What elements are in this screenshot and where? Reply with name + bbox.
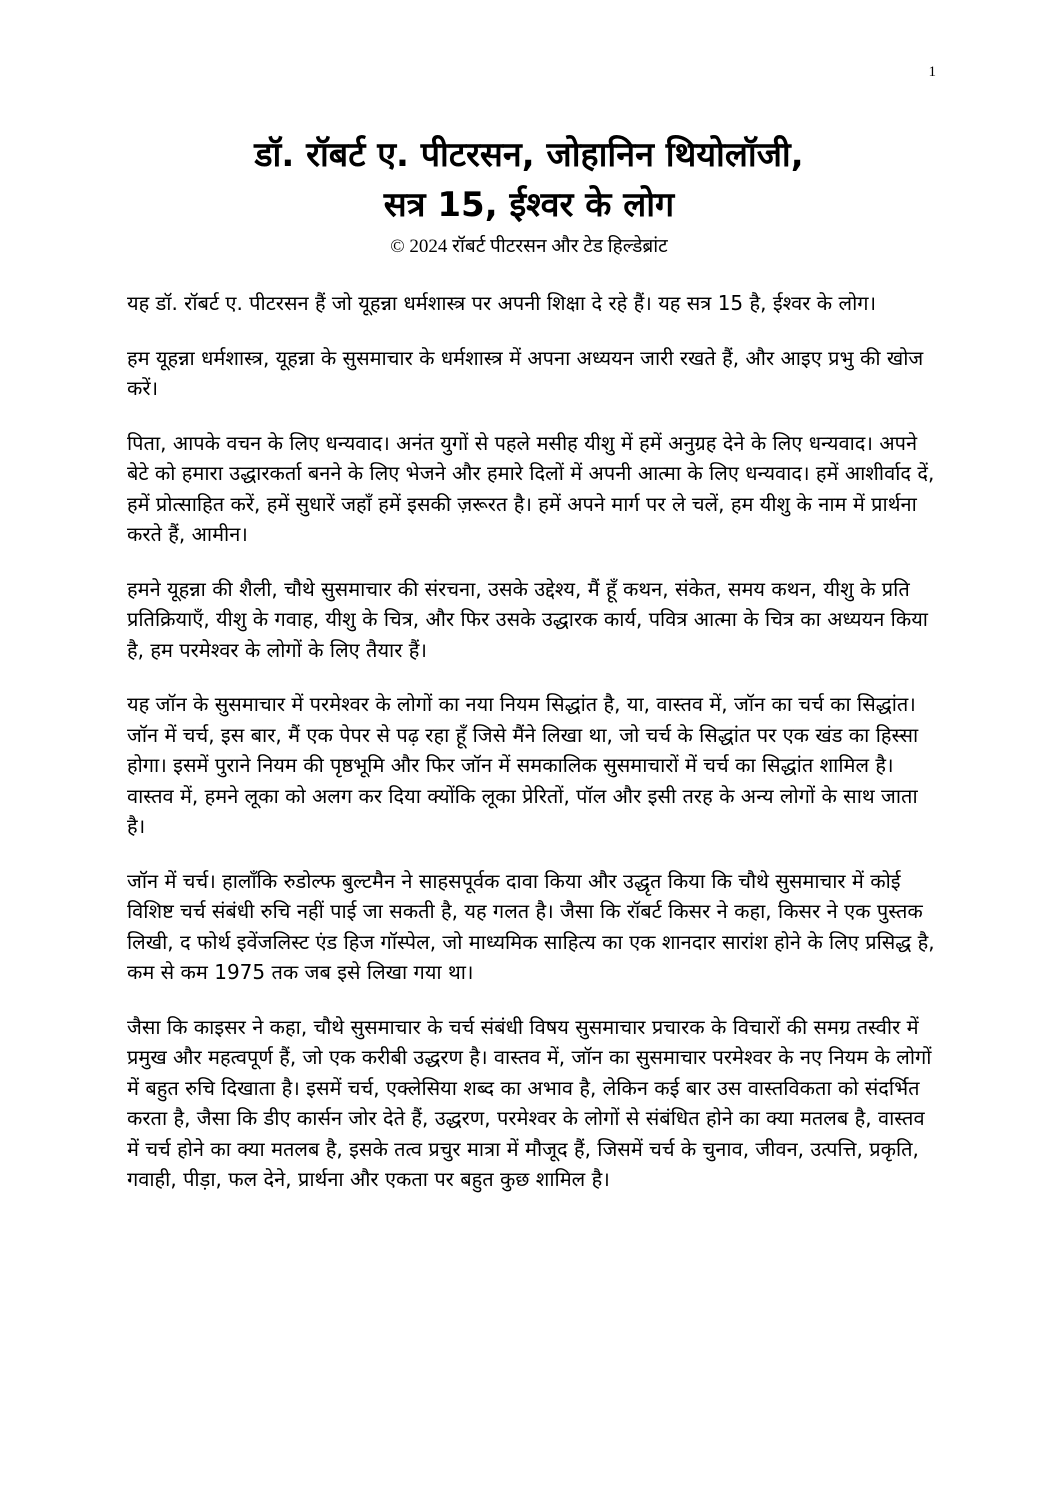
paragraph: जैसा कि काइसर ने कहा, चौथे सुसमाचार के चर्च संबंधी विषय सुसमाचार प्रचारक के विचारों की समग्र तस्वीर में प्रमुख और महत्वपूर्ण हैं, जो एक करीबी उद्धरण है। वास्तव में, जॉन का सुसमाचार परमेश्वर के नए नियम के लोगों में बहुत रुचि दिखाता है। इसमें चर्च, एक्लेसिया शब्द का अभाव है, लेकिन कई बार उस वास्तविकता को संदर्भित करता है, जैसा कि डीए कार्सन जोर देते हैं, उद्धरण, परमेश्वर के लोगों से संबंधित होने का क्या मतलब है, वास्तव में चर्च होने का क्या मतलब है, इसके तत्व प्रचुर मात्रा में मौजूद हैं, जिसमें चर्च के चुनाव, जीवन, उत्पत्ति, प्रकृति, गवाही, पीड़ा, फल देने, प्रार्थना और एकता पर बहुत कुछ शामिल है। [127,1014,932,1191]
copyright: © 2024 रॉबर्ट पीटरसन और टेड हिल्डेब्रांट [390,236,668,257]
paragraph: यह जॉन के सुसमाचार में परमेश्वर के लोगों का नया नियम सिद्धांत है, या, वास्तव में, जॉन का चर्च का सिद्धांत। जॉन में चर्च, इस बार, मैं एक पेपर से पढ़ रहा हूँ जिसे मैंने लिखा था, जो चर्च के सिद्धांत पर एक खंड का हिस्सा होगा। इसमें पुराने नियम की पृष्ठभूमि और फिर जॉन में समकालिक सुसमाचारों में चर्च का सिद्धांत शामिल है। वास्तव में, हमने लूका को अलग कर दिया क्योंकि लूका प्रेरितों, पॉल और इसी तरह के अन्य लोगों के साथ जाता है। [127,692,919,838]
page-number: 1 [928,64,936,80]
paragraph: पिता, आपके वचन के लिए धन्यवाद। अनंत युगों से पहले मसीह यीशु में हमें अनुग्रह देने के लिए धन्यवाद। अपने बेटे को हमारा उद्धारकर्ता बनने के लिए भेजने और हमारे दिलों में अपनी आत्मा के लिए धन्यवाद। हमें आशीर्वाद दें, हमें प्रोत्साहित करें, हमें सुधारें जहाँ हमें इसकी ज़रूरत है। हमें अपने मार्ग पर ले चलें, हम यीशु के नाम में प्रार्थना करते हैं, आमीन। [127,430,935,546]
paragraph: हम यूहन्ना धर्मशास्त्र, यूहन्ना के सुसमाचार के धर्मशास्त्र में अपना अध्ययन जारी रखते हैं, और आइए प्रभु की खोज करें। [127,345,924,400]
paragraph: यह डॉ. रॉबर्ट ए. पीटरसन हैं जो यूहन्ना धर्मशास्त्र पर अपनी शिक्षा दे रहे हैं। यह सत्र 15 है, ईश्वर के लोग। [127,291,877,315]
document-body [127,288,935,1219]
title-line-2: सत्र 15, ईश्वर के लोग [383,185,675,225]
document-title [100,130,958,230]
paragraph: जॉन में चर्च। हालाँकि रुडोल्फ बुल्टमैन ने साहसपूर्वक दावा किया और उद्धृत किया कि चौथे सुसमाचार में कोई विशिष्ट चर्च संबंधी रुचि नहीं पाई जा सकती है, यह गलत है। जैसा कि रॉबर्ट किसर ने कहा, किसर ने एक पुस्तक लिखी, द फोर्थ इवेंजलिस्ट एंड हिज गॉस्पेल, जो माध्यमिक साहित्य का एक शानदार सारांश होने के लिए प्रसिद्ध है, कम से कम 1975 तक जब इसे लिखा गया था। [127,868,935,984]
paragraph: हमने यूहन्ना की शैली, चौथे सुसमाचार की संरचना, उसके उद्देश्य, मैं हूँ कथन, संकेत, समय कथन, यीशु के प्रति प्रतिक्रियाएँ, यीशु के गवाह, यीशु के चित्र, और फिर उसके उद्धारक कार्य, पवित्र आत्मा के चित्र का अध्ययन किया है, हम परमेश्वर के लोगों के लिए तैयार हैं। [127,576,928,662]
title-line-1: डॉ. रॉबर्ट ए. पीटरसन, जोहानिन थियोलॉजी, [254,135,804,175]
